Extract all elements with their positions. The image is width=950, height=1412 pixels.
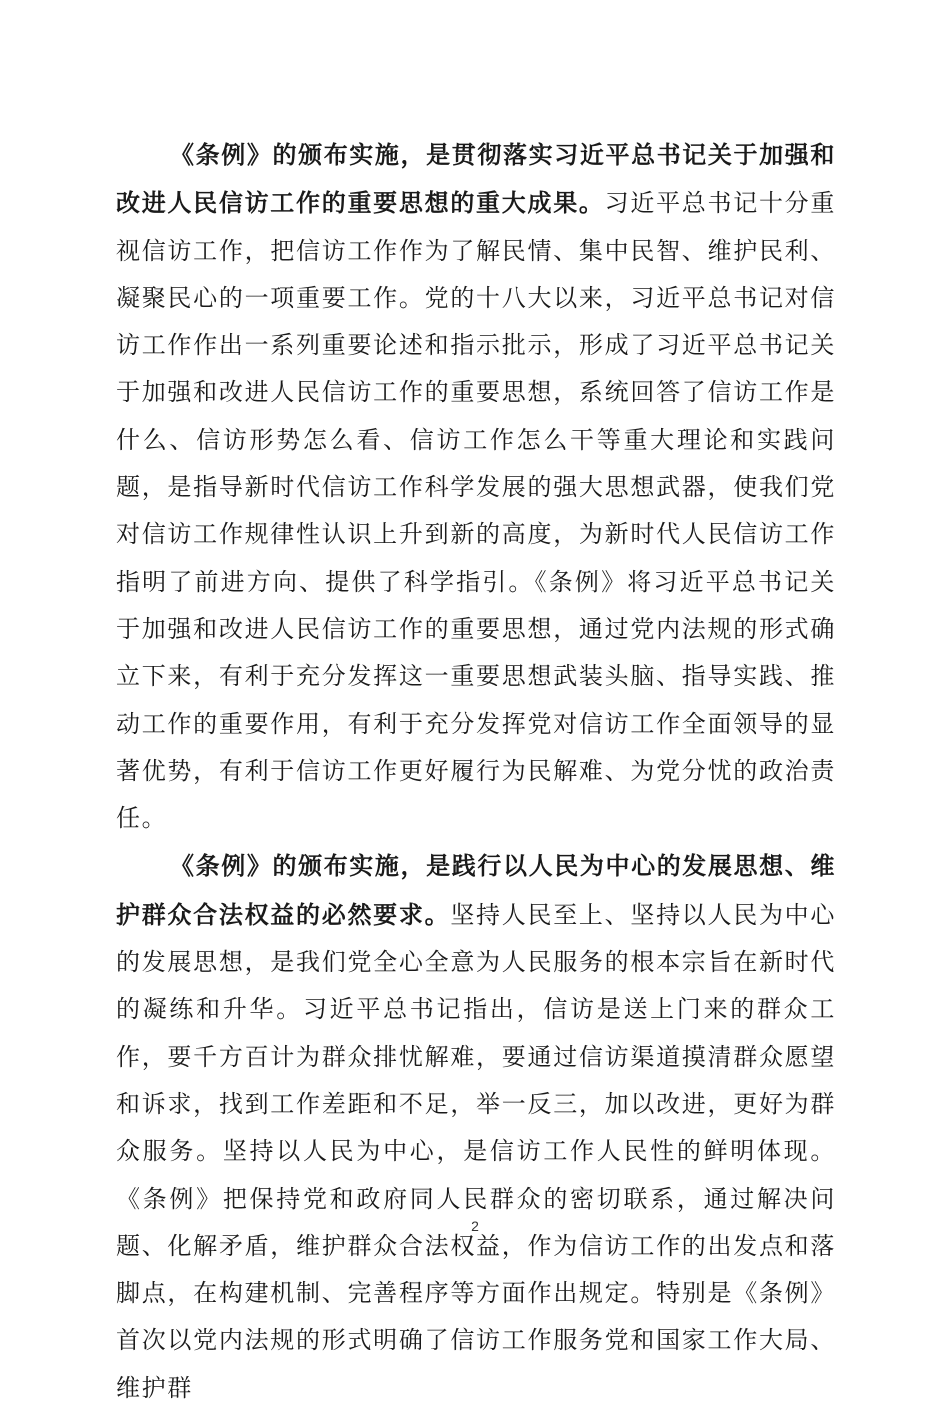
paragraph-2-body: 坚持人民至上、坚持以人民为中心的发展思想，是我们党全心全意为人民服务的根本宗旨在新时代的凝练和升华。习近平总书记指出，信访是送上门来的群众工作，要千方百计为群众排忧解难，要通过信访渠道摸清群众愿望和诉求，找到工作差距和不足，举一反三，加以改进，更好为群众服务。坚持以人民为中心，是信访工作人民性的鲜明体现。《条例》把保持党和政府同人民群众的密切联系，通过解决问题、化解矛盾，维护群众合法权益，作为信访工作的出发点和落脚点，在构建机制、完善程序等方面作出规定。特别是《条例》首次以党内法规的形式明确了信访工作服务党和国家工作大局、维护群 bbox=[116, 900, 836, 1402]
paragraph-2-lead: 《条例》的颁布实施，是践行以人民为中心的发展思想、维护群众合法权益的必然要求。 bbox=[116, 851, 836, 929]
paragraph-2 bbox=[116, 842, 836, 1412]
page-number: 2 bbox=[471, 1218, 479, 1234]
paragraph-1-lead: 《条例》的颁布实施，是贯彻落实习近平总书记关于加强和改进人民信访工作的重要思想的重大成果。 bbox=[116, 140, 836, 218]
paragraph-1-body: 习近平总书记十分重视信访工作，把信访工作作为了解民情、集中民智、维护民利、凝聚民心的一项重要工作。党的十八大以来，习近平总书记对信访工作作出一系列重要论述和指示批示，形成了习近平总书记关于加强和改进人民信访工作的重要思想，系统回答了信访工作是什么、信访形势怎么看、信访工作怎么干等重大理论和实践问题，是指导新时代信访工作科学发展的强大思想武器，使我们党对信访工作规律性认识上升到新的高度，为新时代人民信访工作指明了前进方向、提供了科学指引。《条例》将习近平总书记关于加强和改进人民信访工作的重要思想，通过党内法规的形式确立下来，有利于充分发挥这一重要思想武装头脑、指导实践、推动工作的重要作用，有利于充分发挥党对信访工作全面领导的显著优势，有利于信访工作更好履行为民解难、为党分忧的政治责任。 bbox=[116, 189, 837, 833]
paragraph-1 bbox=[116, 131, 836, 842]
